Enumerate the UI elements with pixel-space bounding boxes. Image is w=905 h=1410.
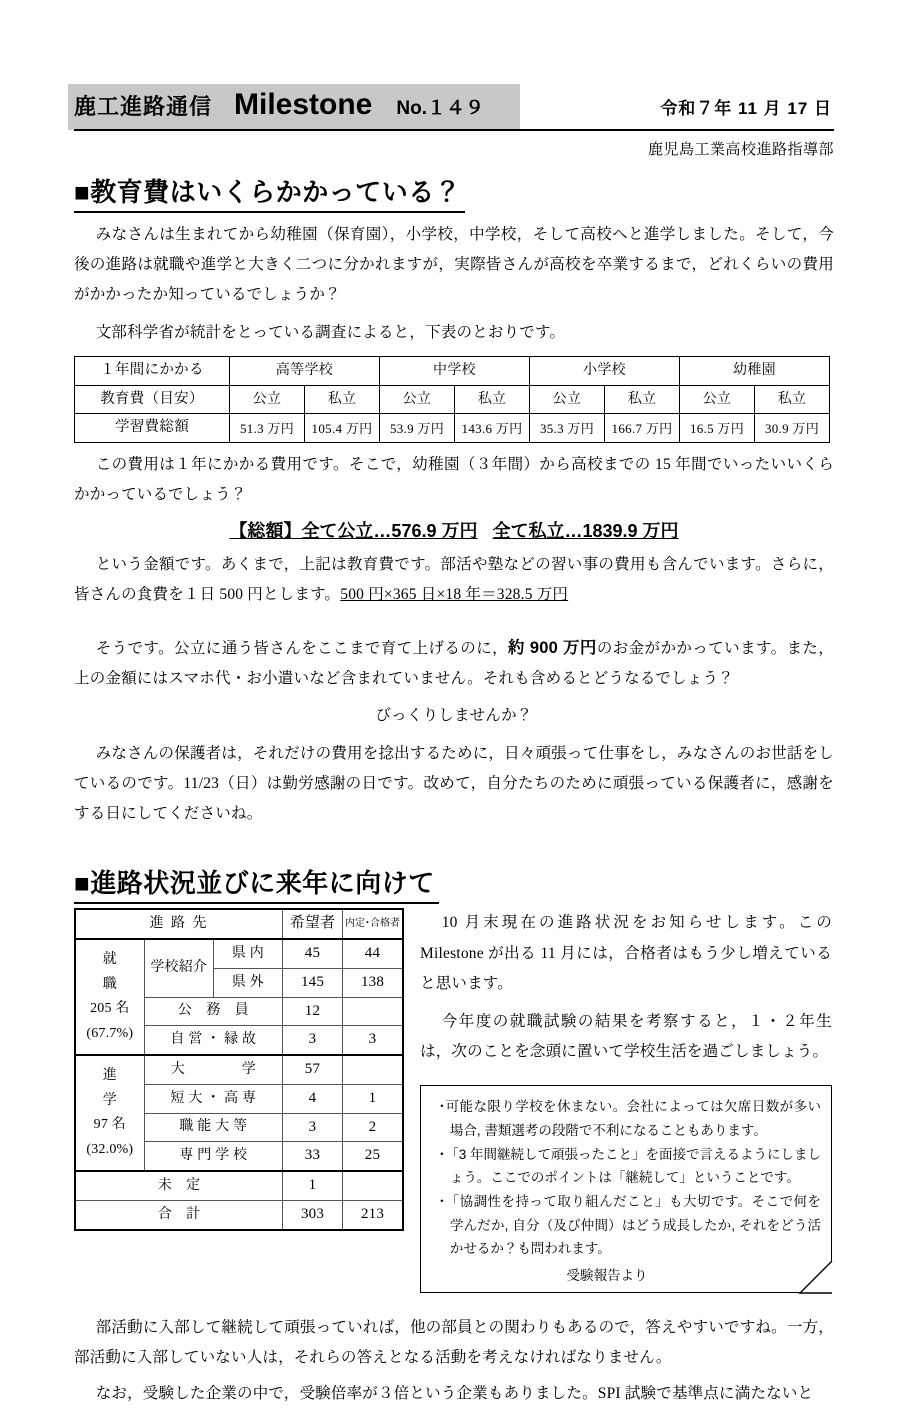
cost-table-sub-0-private: 私立 (305, 385, 380, 414)
cost-value-7: 30.9 万円 (755, 414, 830, 443)
table-row (75, 939, 403, 968)
career-pass-total: 213 (343, 1200, 404, 1229)
employment-line-1: 就 (102, 952, 117, 968)
cost-table-subheader-row (75, 385, 830, 414)
closing-paragraphs (74, 1293, 834, 1410)
career-hope-university: 57 (283, 1055, 343, 1084)
career-hope-self-employed: 3 (283, 1026, 343, 1055)
career-header-row (75, 909, 403, 939)
employment-line-4: (67.7%) (86, 1025, 134, 1041)
career-header-destination: 進 路 先 (75, 909, 283, 939)
career-cat-school-intro: 学校紹介 (144, 939, 213, 997)
cost-table-value-row (75, 414, 830, 443)
career-group-employment (75, 939, 144, 1055)
section1-paragraph-1: みなさんは生まれてから幼稚園（保育園），小学校，中学校，そして高校へと進学しました。そして，今後の進路は就職や進学と大きく二つに分かれますが，実際皆さんが高校を卒業するまで，どれくらいの費用がかかったか知っているでしょうか？ (74, 226, 834, 304)
masthead-date: 令和７年 11 月 17 日 (660, 99, 832, 118)
career-pass-undecided (343, 1171, 404, 1200)
section1-paragraph-3: この費用は１年にかかる費用です。そこで，幼稚園（３年間）から高校までの 15 年間でいったいいくらかかっているでしょう？ (74, 456, 834, 504)
section1-heading: ■教育費はいくらかかっている？ (74, 172, 465, 213)
total-cost-private: 全て私立…1839.9 万円 (492, 520, 679, 541)
career-hope-vocational-univ: 3 (283, 1113, 343, 1142)
section1-paragraph-4-text: という金額です。あくまで，上記は教育費です。部活や塾などの習い事の費用も含んでいます。さらに，皆さんの食費を１日 500 円とします。 (74, 555, 834, 603)
total-cost-public: 全て公立…576.9 万円 (301, 520, 478, 541)
interview-advice-list (429, 1095, 821, 1260)
cost-table-sub-2-private: 私立 (605, 385, 680, 414)
cost-table-total-label: 学習費総額 (75, 414, 230, 443)
section2-paragraph-1: 10 月末現在の進路状況をお知らせします。この Milestone が出る 11 月には，合格者はもう少し増えていると思います。 (420, 914, 832, 992)
career-pass-in-prefecture: 44 (343, 939, 404, 968)
cost-table-sub-1-private: 私立 (455, 385, 530, 414)
career-pass-specialty-school: 25 (343, 1142, 404, 1171)
masthead-title-en: Milestone (234, 88, 373, 121)
career-header-accepted: 内定･合格者 (343, 909, 404, 939)
cost-table-sub-2-public: 公立 (530, 385, 605, 414)
section1-paragraph-4 (74, 550, 834, 610)
cost-table-school-3: 幼稚園 (680, 356, 830, 385)
cost-value-4: 35.3 万円 (530, 414, 605, 443)
table-row (75, 1200, 403, 1229)
section2-heading: ■進路状況並びに来年に向けて (74, 863, 439, 904)
cost-table-sub-1-public: 公立 (380, 385, 455, 414)
career-hope-undecided: 1 (283, 1171, 343, 1200)
total-cost-label: 【総額】 (229, 520, 302, 541)
interview-advice-callout (420, 1085, 832, 1293)
career-group-advancement (75, 1055, 144, 1171)
career-hope-public-servant: 12 (283, 997, 343, 1026)
page-content (74, 0, 834, 1410)
career-pass-public-servant (343, 997, 404, 1026)
career-side-column (420, 908, 832, 1293)
cost-value-5: 166.7 万円 (605, 414, 680, 443)
approx-total-emphasis: 約 900 万円 (508, 639, 597, 657)
career-cat-undecided: 未 定 (75, 1171, 283, 1200)
employment-line-3: 205 名 (90, 1001, 130, 1017)
career-sub-in-prefecture: 県 内 (213, 939, 282, 968)
career-cat-university: 大 学 (144, 1055, 282, 1084)
section2-paragraph-2: 今年度の就職試験の結果を考察すると，１・２年生は，次のことを念頭に置いて学校生活を過ごしましょう。 (420, 1012, 832, 1061)
masthead (74, 88, 834, 158)
career-pass-self-employed: 3 (343, 1026, 404, 1055)
callout-source: 受験報告より (566, 1267, 648, 1283)
cost-value-3: 143.6 万円 (455, 414, 530, 443)
masthead-issue-number: No.１４９ (396, 98, 484, 119)
career-cat-total: 合 計 (75, 1200, 283, 1229)
cost-table-sub-3-private: 私立 (755, 385, 830, 414)
cost-table-school-row (75, 356, 830, 385)
section1-paragraph-5 (74, 632, 834, 694)
masthead-row (74, 88, 834, 131)
closing-paragraph-1: 部活動に入部して継続して頑張っていれば，他の部員との関わりもあるので，答えやすいですね。一方，部活動に入部していない人は，それらの答えとなる活動を考えなければなりません。 (74, 1318, 834, 1367)
advancement-line-4: (32.0%) (86, 1141, 134, 1157)
employment-line-2: 職 (102, 976, 117, 992)
list-item: ･「協調性を持って取り組んだこと」も大切です。そこで何を学んだか, 自分（及び仲間）はどう成長したか, それをどう活かせるか？も問われます。 (438, 1194, 821, 1256)
career-cat-self-employed: 自 営 ・ 縁 故 (144, 1026, 282, 1055)
career-cat-vocational-univ: 職 能 大 等 (144, 1113, 282, 1142)
career-sub-out-prefecture: 県 外 (213, 968, 282, 997)
career-hope-out-prefecture: 145 (283, 968, 343, 997)
career-status-block (74, 908, 834, 1409)
career-hope-in-prefecture: 45 (283, 939, 343, 968)
career-hope-total: 303 (283, 1200, 343, 1229)
cost-table-row-label-line2: 教育費（目安） (75, 385, 230, 414)
section1-surprise-line: びっくりしませんか？ (375, 707, 533, 725)
advancement-line-2: 学 (102, 1092, 117, 1108)
career-pass-vocational-univ: 2 (343, 1113, 404, 1142)
cost-table-school-0: 高等学校 (230, 356, 380, 385)
education-cost-table (74, 356, 830, 443)
career-cat-public-servant: 公 務 員 (144, 997, 282, 1026)
career-status-table (74, 908, 404, 1230)
section1-paragraph-5-tail: のお金がかかっています。また，上の金額にはスマホ代・お小遣いなど含まれていません。それも含めるとどうなるでしょう？ (74, 640, 834, 688)
advancement-line-3: 97 名 (93, 1117, 126, 1133)
career-cat-junior-college: 短 大 ・ 高 専 (144, 1084, 282, 1113)
total-cost-line (74, 517, 834, 543)
list-item: ･可能な限り学校を休まない。会社によっては欠席日数が多い場合, 書類選考の段階で不利になることもあります。 (438, 1099, 821, 1138)
career-pass-out-prefecture: 138 (343, 968, 404, 997)
section1-paragraph-5-lead: そうです。公立に通う皆さんをここまで育て上げるのに， (95, 640, 509, 657)
cost-value-1: 105.4 万円 (305, 414, 380, 443)
section2-heading-wrap (74, 863, 834, 904)
section1-heading-wrap (74, 172, 834, 213)
career-cat-specialty-school: 専 門 学 校 (144, 1142, 282, 1171)
table-row (75, 1171, 403, 1200)
cost-table-row-label-line1: １年間にかかる (75, 356, 230, 385)
food-cost-formula: 500 円×365 日×18 年＝328.5 万円 (340, 585, 569, 603)
career-pass-university (343, 1055, 404, 1084)
cost-value-2: 53.9 万円 (380, 414, 455, 443)
cost-value-6: 16.5 万円 (680, 414, 755, 443)
cost-value-0: 51.3 万円 (230, 414, 305, 443)
section1-paragraph-2: 文部科学省が統計をとっている調査によると，下表のとおりです。 (95, 323, 566, 341)
cost-table-sub-3-public: 公立 (680, 385, 755, 414)
list-item: ･「3 年間継続して頑張ったこと」を面接で言えるようにしましょう。ここでのポイントは「継続して」ということです。 (438, 1146, 821, 1186)
career-pass-junior-college: 1 (343, 1084, 404, 1113)
career-hope-specialty-school: 33 (283, 1142, 343, 1171)
table-row (75, 1055, 403, 1084)
cost-table-school-2: 小学校 (530, 356, 680, 385)
career-header-applicants: 希望者 (283, 909, 343, 939)
advancement-line-1: 進 (102, 1068, 117, 1084)
masthead-department: 鹿児島工業高校進路指導部 (647, 141, 834, 158)
cost-table-school-1: 中学校 (380, 356, 530, 385)
section1-paragraph-7: みなさんの保護者は，それだけの費用を捻出するために，日々頑張って仕事をし，みなさんのお世話をしているのです。11/23（日）は勤労感謝の日です。改めて，自分たちのために頑張っている保護者に，感謝をする日にしてくださいね。 (74, 744, 834, 823)
cost-table-sub-0-public: 公立 (230, 385, 305, 414)
closing-paragraph-2: なお，受験した企業の中で，受験倍率が３倍という企業もありました。SPI 試験で基準点に満たないと (95, 1385, 814, 1403)
career-hope-junior-college: 4 (283, 1084, 343, 1113)
masthead-title-jp: 鹿工進路通信 (74, 94, 213, 119)
